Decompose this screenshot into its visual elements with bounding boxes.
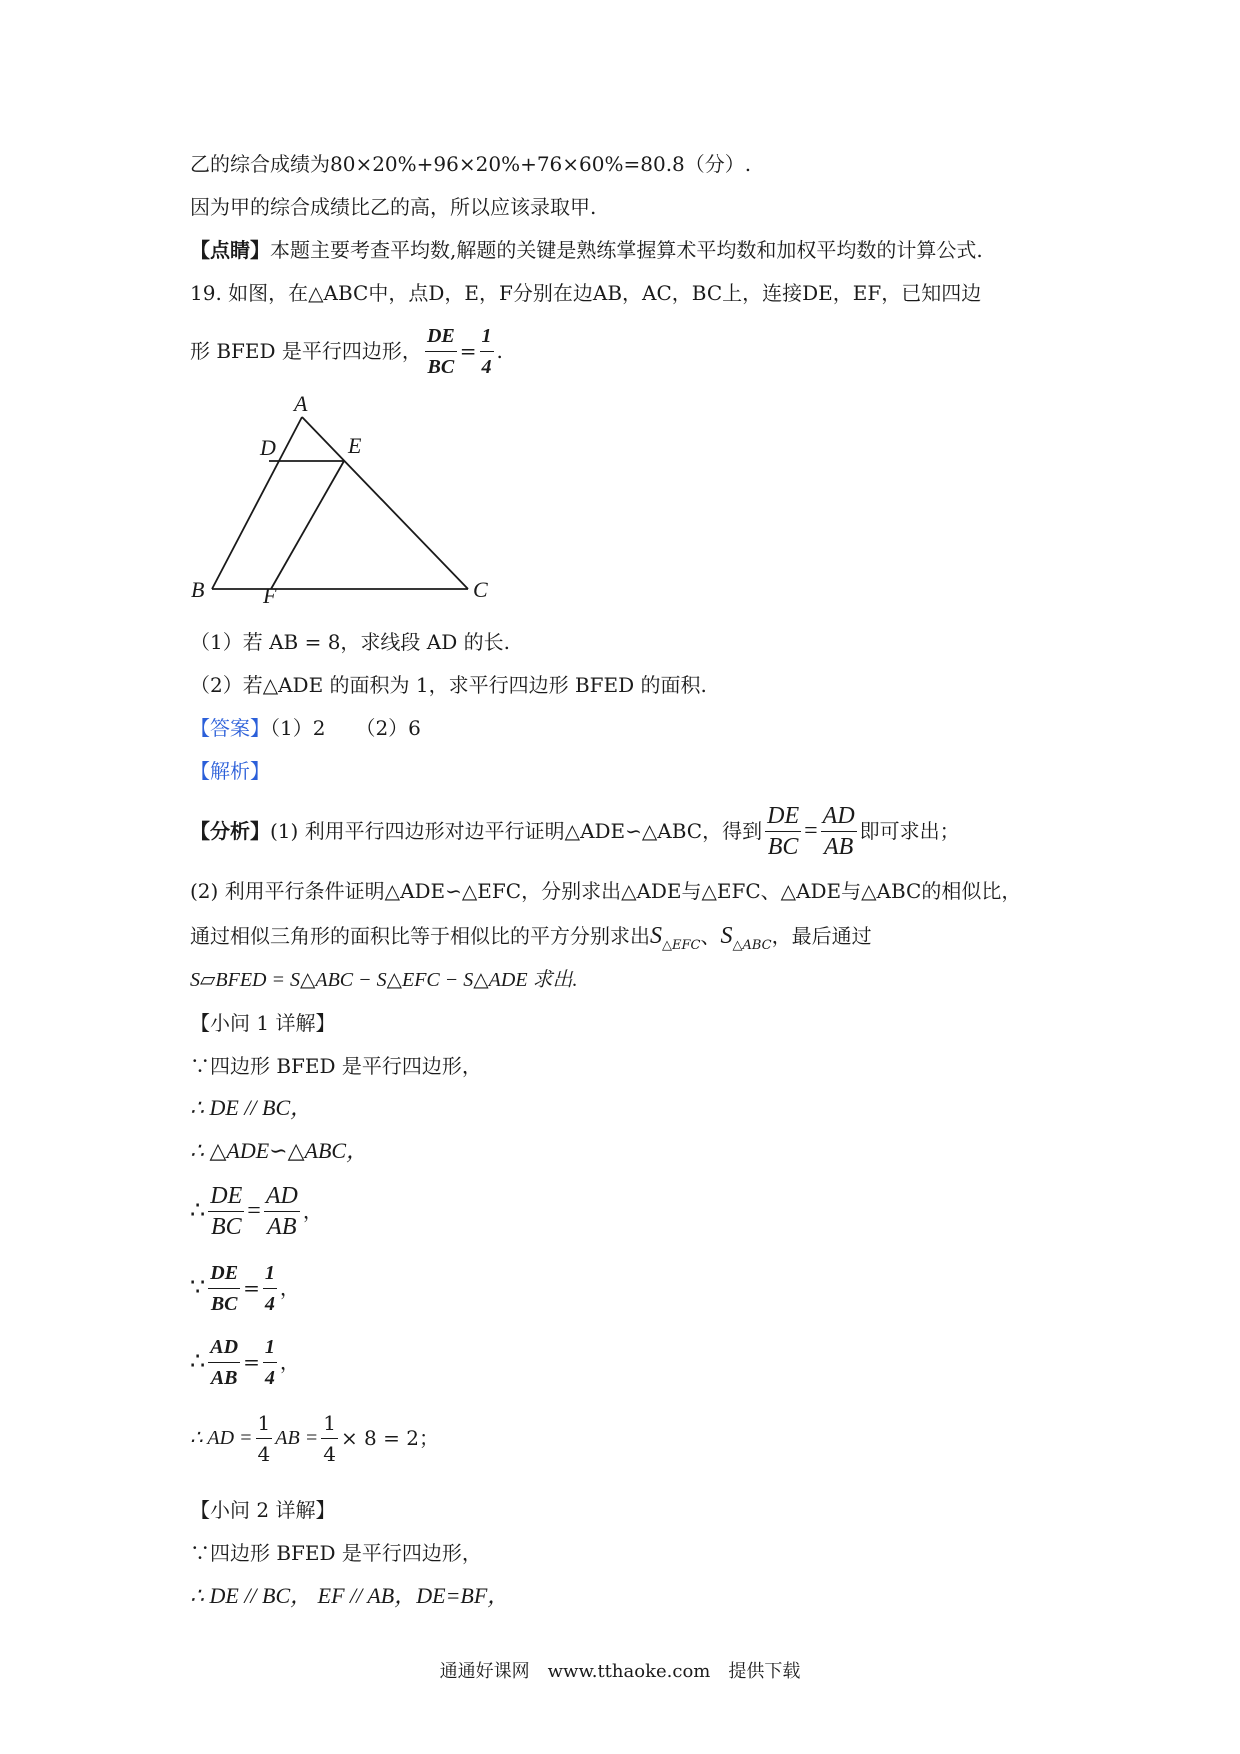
line-dianjing [190, 236, 983, 264]
fraction-numerator: DE [765, 801, 801, 832]
analysis-text-1-end: 即可求出； [859, 819, 960, 843]
fraction-numerator: DE [425, 321, 457, 352]
question-1: （1）若 AB = 8，求线段 AD 的长. [190, 630, 510, 654]
fraction-denominator: AB [267, 1213, 297, 1240]
step-2-1: ∵四边形 BFED 是平行四边形， [190, 1541, 482, 1565]
fraction-denominator: 4 [264, 1366, 275, 1389]
fraction-one-fourth [321, 1408, 338, 1469]
area-subscript-abc: △ABC [732, 938, 772, 953]
label-f: F [263, 583, 277, 605]
answer-body: （1）2 （2）6 [270, 716, 421, 740]
period: . [496, 339, 503, 363]
label-d: D [260, 435, 276, 460]
fraction-denominator: AB [210, 1366, 238, 1389]
label-a: A [294, 395, 308, 416]
step-1: ∵四边形 BFED 是平行四边形， [190, 1054, 482, 1078]
area-subscript-efc: △EFC [662, 938, 701, 953]
fraction-denominator: 4 [481, 355, 492, 378]
line-score-yi: 乙的综合成绩为80×20%+96×20%+76×60%=80.8（分）. [190, 152, 752, 176]
fraction-denominator: 4 [264, 1292, 275, 1315]
fraction-de-bc [208, 1258, 240, 1319]
answer-tag: 【答案】 [190, 716, 270, 740]
segment-ab [212, 417, 302, 589]
fraction-numerator: 1 [256, 1408, 273, 1439]
jiexi-tag: 【解析】 [190, 759, 270, 783]
equals-sign: = [243, 1350, 260, 1374]
sub-question-1-heading: 【小问 1 详解】 [190, 1011, 336, 1035]
fraction-numerator: 1 [263, 1332, 277, 1363]
line-conclusion: 因为甲的综合成绩比乙的高，所以应该录取甲. [190, 195, 597, 219]
label-c: C [473, 577, 488, 602]
fraction-denominator: AB [823, 833, 854, 860]
question-2: （2）若△ADE 的面积为 1，求平行四边形 BFED 的面积. [190, 673, 707, 697]
fraction-numerator: DE [208, 1181, 244, 1212]
dianjing-tag: 【点睛】 [190, 238, 270, 262]
problem-19-line2 [190, 318, 503, 384]
step-2: ∴ DE // BC， [190, 1095, 313, 1120]
fraction-one-fourth [263, 1332, 277, 1393]
fraction-numerator: 1 [480, 321, 494, 352]
step-3: ∴ △ADE∽△ABC， [190, 1138, 369, 1163]
triangle-figure [185, 395, 505, 605]
analysis-text-3-end: ，最后通过 [771, 924, 872, 948]
analysis-line2: (2) 利用平行条件证明△ADE∽△EFC，分别求出△ADE与△EFC、△ADE与△ABC的相似比， [190, 879, 1022, 903]
fraction-de-bc [765, 801, 801, 862]
comma: ， [279, 1276, 300, 1300]
segment-ef [271, 461, 344, 589]
area-symbol-s: S [650, 923, 662, 949]
fraction-ad-ab [821, 801, 857, 862]
analysis-line1 [190, 796, 960, 866]
separator: 、 [700, 924, 721, 948]
step-2-2: ∴ DE // BC， EF // AB，DE=BF， [190, 1583, 510, 1608]
step-7-start: ∴ AD = [190, 1427, 253, 1449]
fraction-one-fourth [263, 1258, 277, 1319]
fraction-de-bc [208, 1181, 244, 1242]
fraction-numerator: 1 [263, 1258, 277, 1289]
step-6 [190, 1330, 300, 1394]
fraction-one-fourth [480, 321, 494, 382]
therefore-symbol: ∴ [190, 1198, 206, 1224]
sub-question-2-heading: 【小问 2 详解】 [190, 1498, 336, 1522]
fraction-ad-ab [208, 1332, 240, 1393]
area-symbol-s: S [720, 923, 733, 949]
step-7-end: × 8 = 2； [340, 1426, 439, 1450]
fraction-denominator: BC [427, 355, 455, 378]
step-7-middle: AB = [275, 1427, 319, 1449]
equals-sign: = [247, 1198, 261, 1224]
fraction-denominator: 4 [323, 1441, 336, 1466]
fraction-numerator: 1 [321, 1408, 338, 1439]
fraction-denominator: BC [210, 1213, 242, 1240]
answer-line [190, 714, 421, 742]
because-symbol: ∵ [190, 1275, 206, 1301]
label-e: E [348, 433, 362, 458]
fraction-denominator: 4 [257, 1441, 271, 1466]
dianjing-body: 本题主要考查平均数,解题的关键是熟练掌握算术平均数和加权平均数的计算公式. [270, 238, 983, 262]
segment-ac [302, 417, 468, 589]
fraction-de-bc [425, 321, 457, 382]
equals-sign: = [804, 818, 818, 844]
comma: ， [279, 1350, 300, 1374]
comma: ， [302, 1199, 323, 1223]
analysis-line3 [190, 922, 872, 960]
fraction-denominator: BC [767, 833, 799, 860]
fraction-numerator: AD [821, 801, 857, 832]
step-5 [190, 1256, 300, 1320]
analysis-text-1: (1) 利用平行四边形对边平行证明△ADE∽△ABC，得到 [270, 819, 763, 843]
problem-19-line2-text: 形 BFED 是平行四边形， [190, 339, 422, 363]
fraction-numerator: AD [264, 1181, 300, 1212]
fraction-numerator: DE [208, 1258, 240, 1289]
step-4 [190, 1176, 323, 1246]
problem-19-line1: 19. 如图，在△ABC中，点D，E，F分别在边AB，AC，BC上，连接DE，EF，已知四边 [190, 281, 982, 305]
page-footer: 通通好课网 www.tthaoke.com 提供下载 [439, 1661, 801, 1682]
analysis-text-3: 通过相似三角形的面积比等于相似比的平方分别求出 [190, 924, 650, 948]
fraction-numerator: AD [208, 1332, 240, 1363]
fraction-ad-ab [264, 1181, 300, 1242]
label-b: B [191, 577, 205, 602]
equals-sign: = [243, 1276, 260, 1300]
fraction-denominator: BC [210, 1292, 238, 1315]
analysis-tag: 【分析】 [190, 819, 270, 843]
step-7 [190, 1406, 439, 1470]
therefore-symbol: ∴ [190, 1349, 206, 1375]
equals-sign: = [459, 339, 477, 363]
analysis-line4: S▱BFED = S△ABC − S△EFC − S△ADE 求出. [190, 969, 578, 991]
fraction-one-fourth [256, 1408, 273, 1469]
